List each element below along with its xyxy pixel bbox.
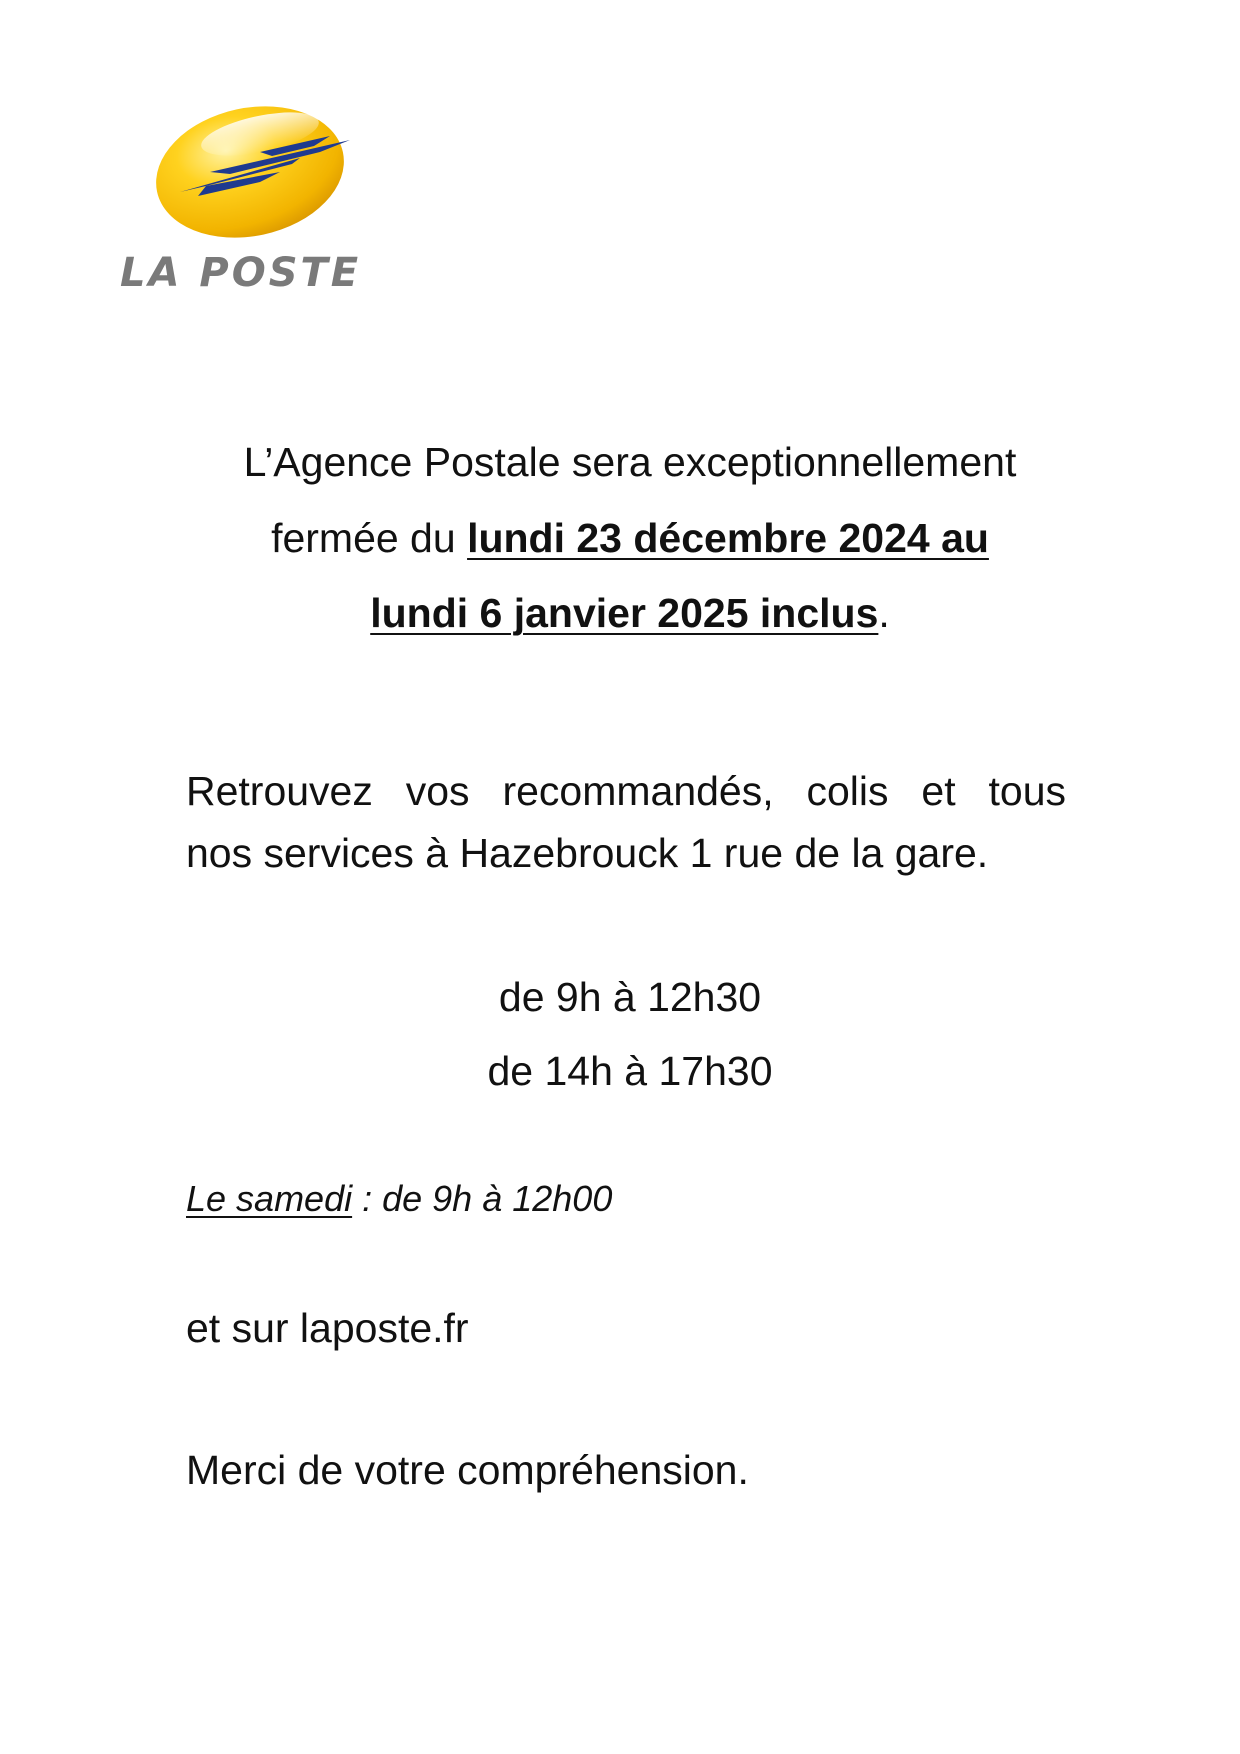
intro-line-2-prefix: fermée du	[271, 514, 468, 561]
intro-line-1: L’Agence Postale sera exceptionnellement	[243, 439, 1017, 485]
closure-notice	[180, 432, 1080, 645]
hours-afternoon: de 14h à 17h30	[487, 1048, 773, 1094]
intro-line-3-suffix: .	[878, 590, 890, 636]
website-line: et sur laposte.fr	[186, 1305, 469, 1351]
saturday-hours-text: : de 9h à 12h00	[352, 1178, 613, 1219]
hours-morning: de 9h à 12h30	[498, 974, 762, 1020]
thanks-line: Merci de votre compréhension.	[186, 1447, 749, 1493]
intro-line-2	[180, 508, 1080, 570]
saturday-hours	[186, 1172, 612, 1226]
opening-hours	[180, 960, 1080, 1108]
services-paragraph	[186, 760, 1066, 884]
services-line-1: Retrouvez vos recommandés, colis et tous	[186, 768, 1066, 814]
la-poste-bird-icon	[110, 100, 370, 250]
closure-end-date: lundi 6 janvier 2025 inclus	[370, 590, 879, 636]
closure-start-date: lundi 23 décembre 2024 au	[467, 514, 989, 561]
intro-line-3	[180, 583, 1080, 645]
la-poste-logo	[110, 100, 370, 310]
services-line-2: nos services à Hazebrouck 1 rue de la gare.	[186, 830, 989, 876]
saturday-label: Le samedi	[186, 1178, 353, 1219]
logo-brand-text: LA POSTE	[120, 250, 362, 296]
